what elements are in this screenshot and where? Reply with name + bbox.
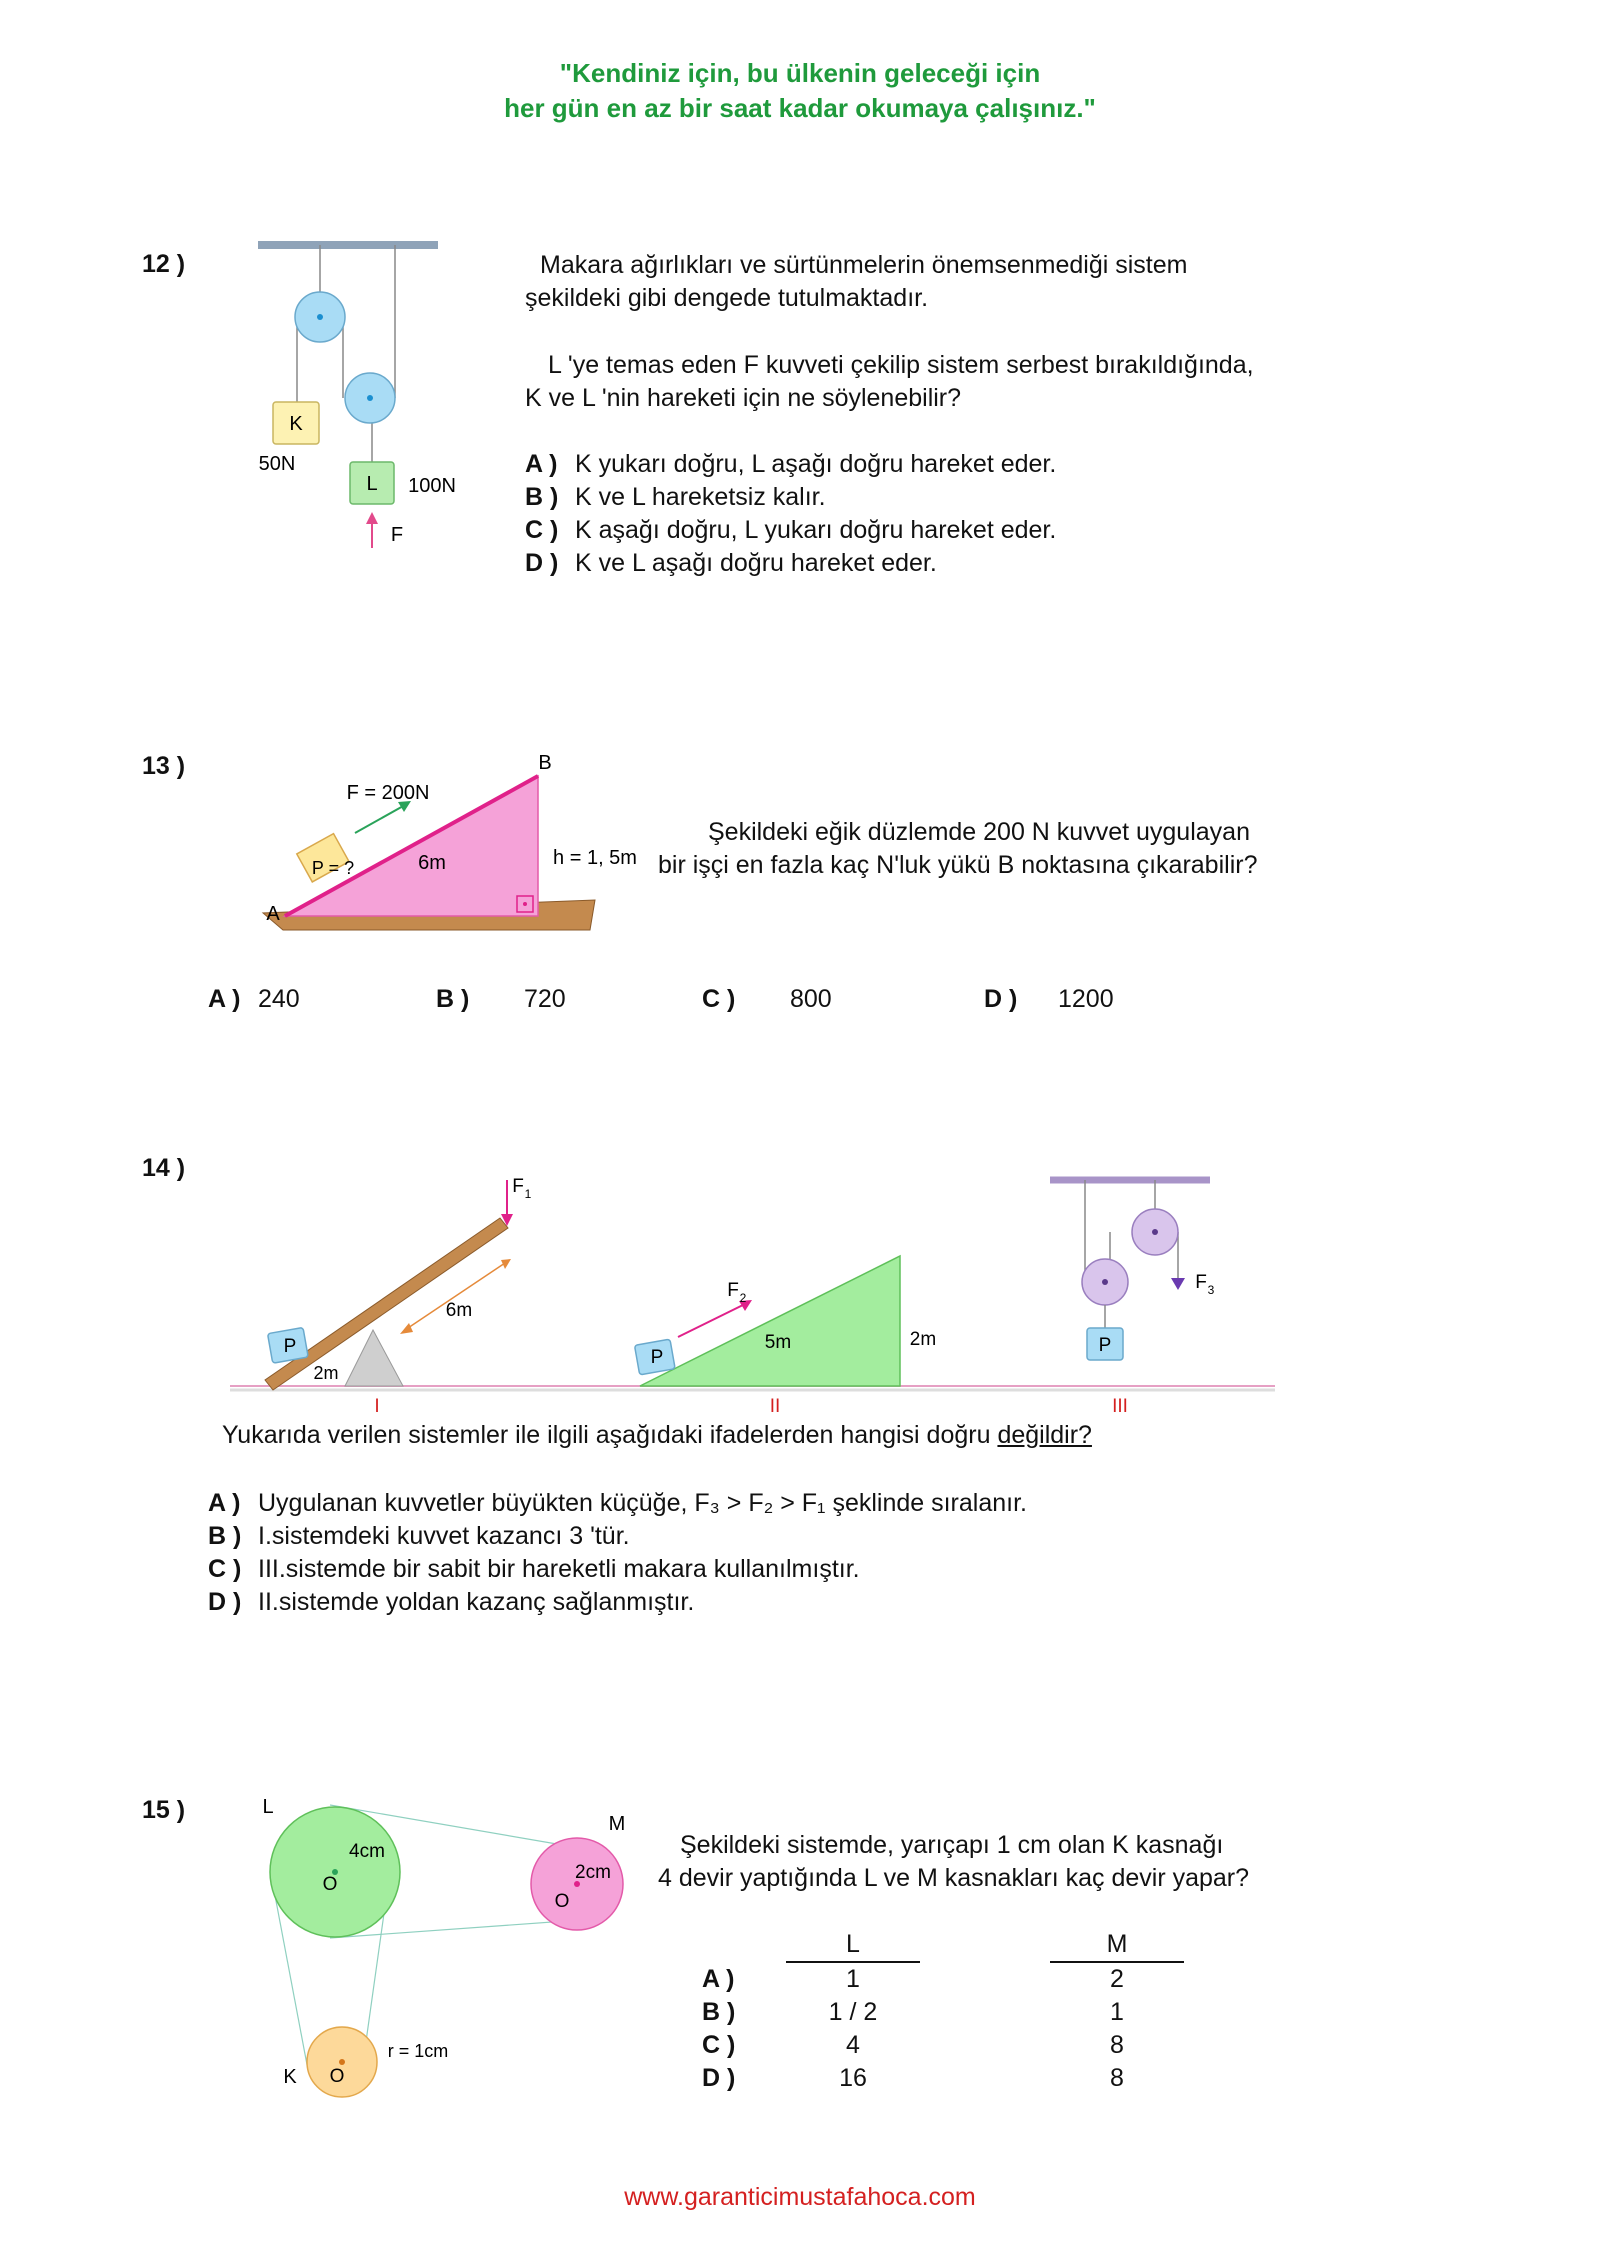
- svg-text:B: B: [538, 752, 552, 774]
- q13-text-1: Şekildeki eğik düzlemde 200 N kuvvet uygulayan: [708, 818, 1250, 846]
- q12-option-b[interactable]: B ) K ve L hareketsiz kalır.: [525, 483, 826, 511]
- table-header: [702, 1928, 1184, 1962]
- footer-link[interactable]: www.garanticimustafahoca.com: [624, 2183, 976, 2211]
- question-13-figure: [255, 748, 655, 938]
- q12-option-a[interactable]: A ) K yukarı doğru, L aşağı doğru hareket eder.: [525, 450, 1057, 478]
- q14-option-d[interactable]: D ) II.sistemde yoldan kazanç sağlanmıştır.: [208, 1588, 695, 1616]
- svg-text:M: M: [608, 1813, 626, 1835]
- q12-option-d[interactable]: D ) K ve L aşağı doğru hareket eder.: [525, 549, 937, 577]
- svg-text:K: K: [283, 2066, 297, 2088]
- svg-text:4cm: 4cm: [349, 1841, 385, 1862]
- q15-text-2: 4 devir yaptığında L ve M kasnakları kaç devir yapar?: [658, 1864, 1250, 1892]
- svg-text:II: II: [769, 1396, 781, 1417]
- question-15-number: 15 ): [142, 1796, 186, 1824]
- column-l-header: L: [786, 1928, 920, 1962]
- svg-text:3: 3: [1207, 1283, 1215, 1297]
- q13-option-c[interactable]: C ) 800: [702, 985, 832, 1013]
- question-12-figure: [240, 230, 480, 560]
- svg-text:A: A: [266, 903, 280, 925]
- svg-text:P: P: [650, 1347, 664, 1368]
- svg-text:r = 1cm: r = 1cm: [387, 2041, 449, 2061]
- q15-option-b[interactable]: B ) 1 / 2 1: [702, 1998, 1124, 2026]
- q15-option-d[interactable]: D ) 16 8: [702, 2064, 1124, 2092]
- q15-answer-table: [702, 1928, 1184, 2095]
- q13-option-a[interactable]: A ) 240: [208, 985, 300, 1013]
- svg-text:O: O: [329, 2066, 345, 2087]
- svg-text:L: L: [262, 1796, 274, 1818]
- motto-line-1: "Kendiniz için, bu ülkenin geleceği için: [559, 58, 1041, 88]
- question-14-number: 14 ): [142, 1154, 186, 1182]
- svg-text:I: I: [374, 1396, 380, 1417]
- q14-option-b[interactable]: B ) I.sistemdeki kuvvet kazancı 3 'tür.: [208, 1522, 630, 1550]
- svg-text:K: K: [289, 413, 303, 435]
- question-14-figure: [225, 1160, 1285, 1420]
- q13-option-d[interactable]: D ) 1200: [984, 985, 1114, 1013]
- svg-text:50N: 50N: [258, 453, 296, 475]
- svg-text:P = ?: P = ?: [311, 858, 355, 878]
- svg-text:P: P: [283, 1336, 297, 1357]
- svg-text:5m: 5m: [764, 1332, 792, 1353]
- svg-text:O: O: [322, 1874, 338, 1895]
- question-12-number: 12 ): [142, 250, 186, 278]
- svg-text:F: F: [390, 524, 404, 546]
- svg-text:O: O: [554, 1891, 570, 1912]
- q12-text-1: Makara ağırlıkları ve sürtünmelerin önemsenmediği sistem: [540, 251, 1188, 279]
- svg-text:F: F: [727, 1280, 739, 1301]
- svg-text:2: 2: [739, 1291, 747, 1305]
- svg-text:100N: 100N: [408, 475, 456, 497]
- svg-text:2m: 2m: [909, 1329, 937, 1350]
- svg-text:P: P: [1098, 1335, 1112, 1356]
- q12-text-3: L 'ye temas eden F kuvveti çekilip sistem serbest bırakıldığında,: [548, 351, 1254, 379]
- force-f3-arrow: [1171, 1278, 1185, 1290]
- svg-text:III: III: [1112, 1396, 1128, 1417]
- q14-question: Yukarıda verilen sistemler ile ilgili aşağıdaki ifadelerden hangisi doğru değildir?: [222, 1421, 1092, 1449]
- q15-text-1: Şekildeki sistemde, yarıçapı 1 cm olan K kasnağı: [680, 1831, 1224, 1859]
- svg-text:h = 1, 5m: h = 1, 5m: [553, 847, 637, 869]
- svg-text:6m: 6m: [445, 1300, 473, 1321]
- q12-option-c[interactable]: C ) K aşağı doğru, L yukarı doğru hareket eder.: [525, 516, 1057, 544]
- q14-option-c[interactable]: C ) III.sistemde bir sabit bir hareketli makara kullanılmıştır.: [208, 1555, 860, 1583]
- motto-line-2: her gün en az bir saat kadar okumaya çalışınız.": [504, 93, 1096, 123]
- svg-text:F: F: [1195, 1272, 1207, 1293]
- q12-text-2: şekildeki gibi dengede tutulmaktadır.: [525, 284, 929, 312]
- svg-text:F = 200N: F = 200N: [346, 782, 430, 804]
- svg-text:2m: 2m: [313, 1363, 339, 1383]
- svg-text:1: 1: [524, 1187, 532, 1201]
- question-15-figure: [240, 1790, 640, 2110]
- svg-text:6m: 6m: [418, 852, 446, 874]
- q12-text-4: K ve L 'nin hareketi için ne söylenebilir?: [525, 384, 962, 412]
- q15-option-a[interactable]: A ) 1 2: [702, 1964, 1124, 1993]
- q13-option-b[interactable]: B ) 720: [436, 985, 566, 1013]
- incline-2: [640, 1256, 900, 1386]
- svg-text:2cm: 2cm: [575, 1862, 611, 1883]
- q14-option-a[interactable]: A ) Uygulanan kuvvetler büyükten küçüğe, F₃ > F₂ > F₁ şeklinde sıralanır.: [208, 1489, 1027, 1517]
- svg-text:L: L: [366, 473, 378, 495]
- fulcrum: [345, 1330, 403, 1386]
- svg-text:F: F: [512, 1176, 524, 1197]
- column-m-header: M: [1050, 1928, 1184, 1962]
- q13-text-2: bir işçi en fazla kaç N'luk yükü B noktasına çıkarabilir?: [658, 851, 1258, 879]
- q15-option-c[interactable]: C ) 4 8: [702, 2031, 1124, 2059]
- question-13-number: 13 ): [142, 752, 186, 780]
